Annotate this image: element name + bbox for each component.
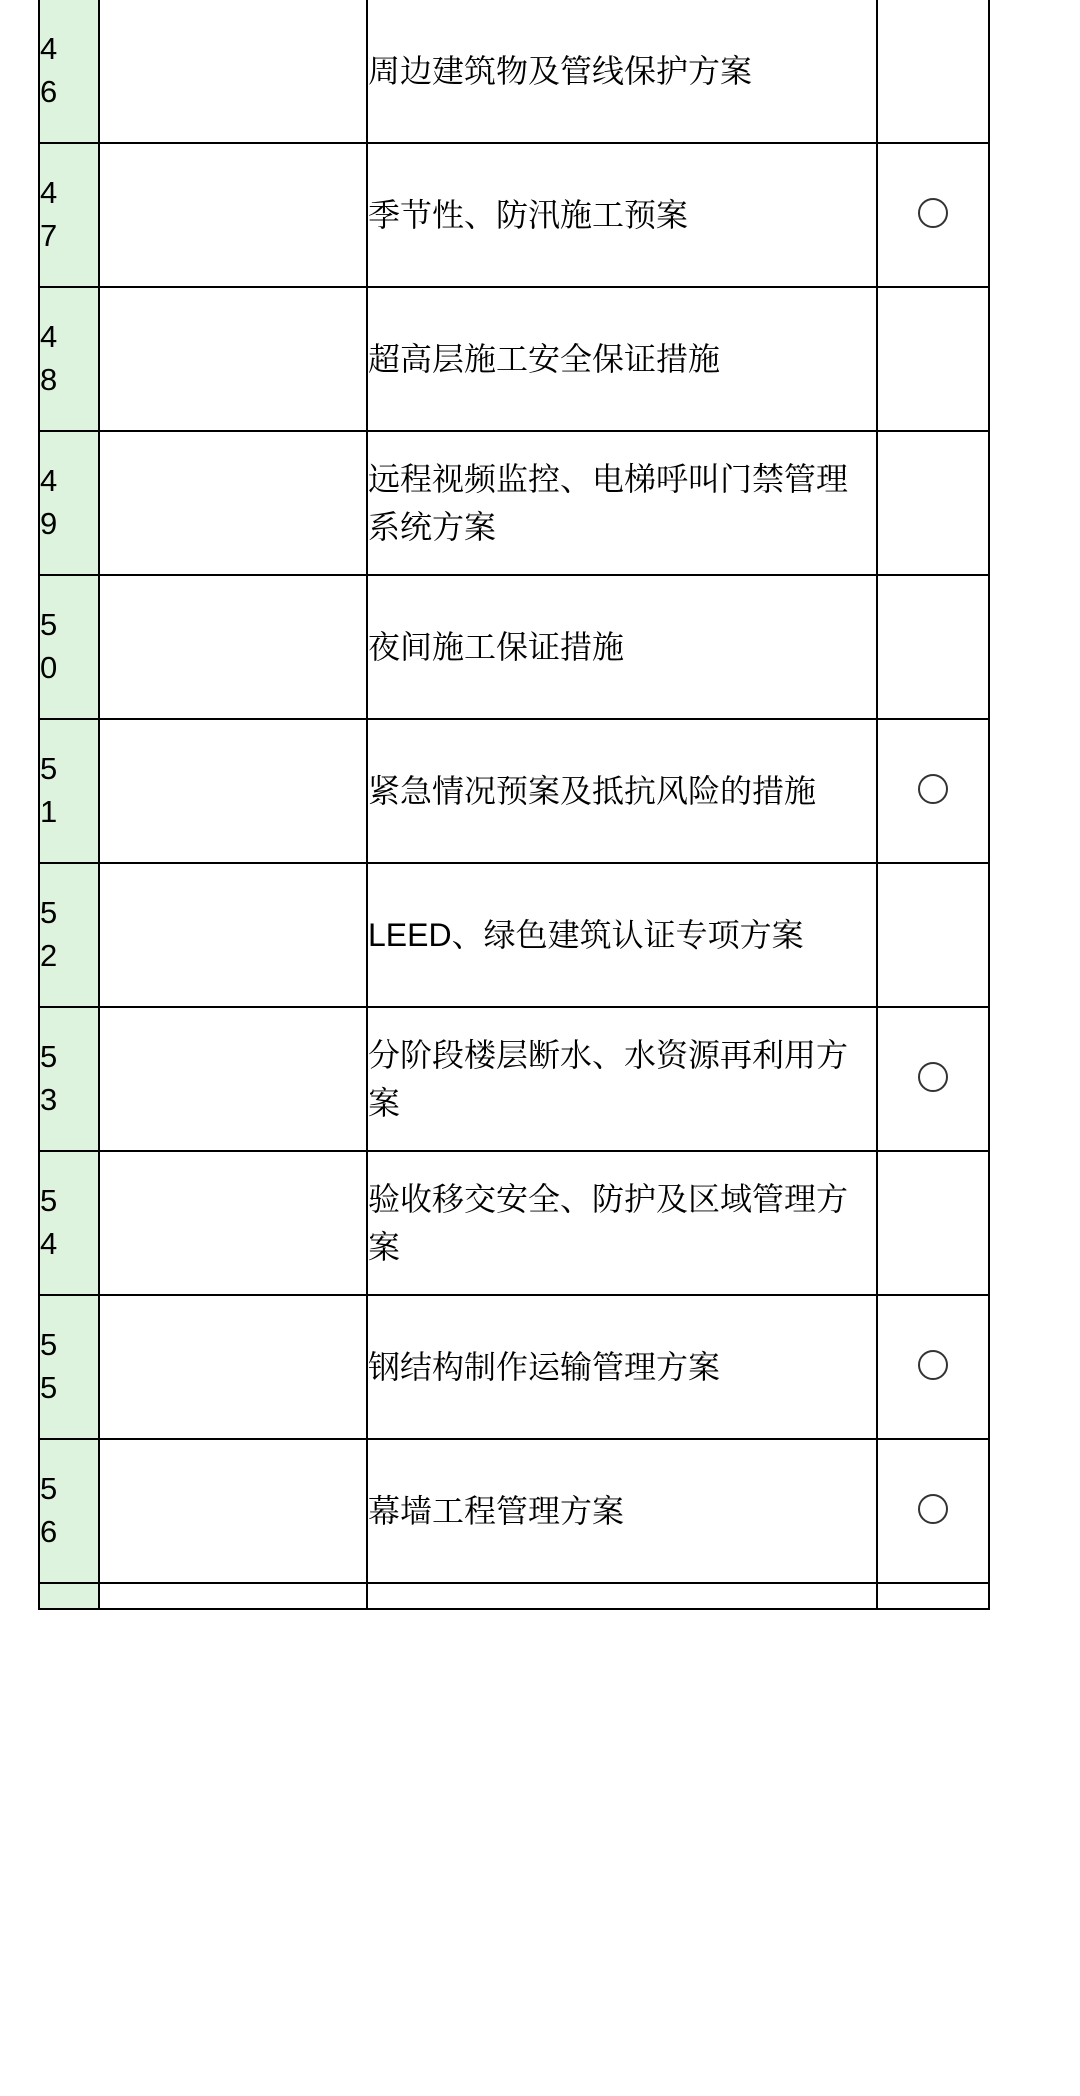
row-mark-cell — [877, 575, 989, 719]
row-index: 50 — [40, 607, 58, 685]
row-index-cell — [39, 0, 99, 143]
row-blank-cell — [99, 0, 367, 143]
circle-mark-icon — [918, 1062, 948, 1092]
row-name-cell: LEED、绿色建筑认证专项方案 — [367, 863, 877, 1007]
row-mark-cell — [877, 0, 989, 143]
row-mark-cell — [877, 1007, 989, 1151]
row-mark-cell — [877, 1439, 989, 1583]
circle-mark-icon — [918, 198, 948, 228]
circle-mark-icon — [918, 1494, 948, 1524]
row-blank-cell — [99, 719, 367, 863]
row-index-cell — [39, 1439, 99, 1583]
row-index-cell — [39, 1295, 99, 1439]
row-blank-cell — [99, 863, 367, 1007]
table-row — [39, 575, 989, 719]
row-index-cell — [39, 863, 99, 1007]
table-body — [39, 0, 989, 1609]
table-row — [39, 863, 989, 1007]
row-blank-cell — [99, 1295, 367, 1439]
row-index: 55 — [40, 1327, 58, 1405]
row-mark-cell — [877, 1151, 989, 1295]
row-blank-cell — [99, 1007, 367, 1151]
table-row — [39, 1007, 989, 1151]
row-name-cell: 钢结构制作运输管理方案 — [367, 1295, 877, 1439]
circle-mark-icon — [918, 774, 948, 804]
row-index-cell — [39, 719, 99, 863]
row-mark-cell — [877, 863, 989, 1007]
row-index: 52 — [40, 895, 58, 973]
table-row — [39, 143, 989, 287]
row-index: 48 — [40, 319, 58, 397]
row-blank-cell — [99, 1583, 367, 1609]
row-mark-cell — [877, 287, 989, 431]
row-index-cell — [39, 1151, 99, 1295]
table-row — [39, 431, 989, 575]
table-row — [39, 719, 989, 863]
row-name-cell: 季节性、防汛施工预案 — [367, 143, 877, 287]
table-row — [39, 1439, 989, 1583]
row-index: 54 — [40, 1183, 58, 1261]
row-name-cell — [367, 1583, 877, 1609]
row-index: 53 — [40, 1039, 58, 1117]
row-index-cell — [39, 575, 99, 719]
row-index: 56 — [40, 1471, 58, 1549]
row-name-cell: 远程视频监控、电梯呼叫门禁管理系统方案 — [367, 431, 877, 575]
table-row — [39, 0, 989, 143]
row-index: 46 — [40, 31, 58, 109]
row-blank-cell — [99, 1151, 367, 1295]
row-mark-cell — [877, 719, 989, 863]
row-blank-cell — [99, 287, 367, 431]
row-index: 51 — [40, 751, 58, 829]
row-name-cell: 周边建筑物及管线保护方案 — [367, 0, 877, 143]
row-mark-cell — [877, 1583, 989, 1609]
row-blank-cell — [99, 431, 367, 575]
row-index-cell — [39, 1583, 99, 1609]
table-row-partial — [39, 1583, 989, 1609]
row-name-cell: 分阶段楼层断水、水资源再利用方案 — [367, 1007, 877, 1151]
row-mark-cell — [877, 431, 989, 575]
row-name-cell: 验收移交安全、防护及区域管理方案 — [367, 1151, 877, 1295]
row-index: 47 — [40, 175, 58, 253]
table-row — [39, 1151, 989, 1295]
row-index: 49 — [40, 463, 58, 541]
row-index-cell — [39, 143, 99, 287]
table-row — [39, 287, 989, 431]
row-index-cell — [39, 287, 99, 431]
row-blank-cell — [99, 575, 367, 719]
row-blank-cell — [99, 1439, 367, 1583]
row-index-cell — [39, 431, 99, 575]
plan-list-table — [38, 0, 990, 1610]
row-name-cell: 紧急情况预案及抵抗风险的措施 — [367, 719, 877, 863]
table-row — [39, 1295, 989, 1439]
row-mark-cell — [877, 1295, 989, 1439]
row-name-cell: 幕墙工程管理方案 — [367, 1439, 877, 1583]
row-name-cell: 夜间施工保证措施 — [367, 575, 877, 719]
row-name-cell: 超高层施工安全保证措施 — [367, 287, 877, 431]
row-mark-cell — [877, 143, 989, 287]
row-blank-cell — [99, 143, 367, 287]
row-index-cell — [39, 1007, 99, 1151]
circle-mark-icon — [918, 1350, 948, 1380]
